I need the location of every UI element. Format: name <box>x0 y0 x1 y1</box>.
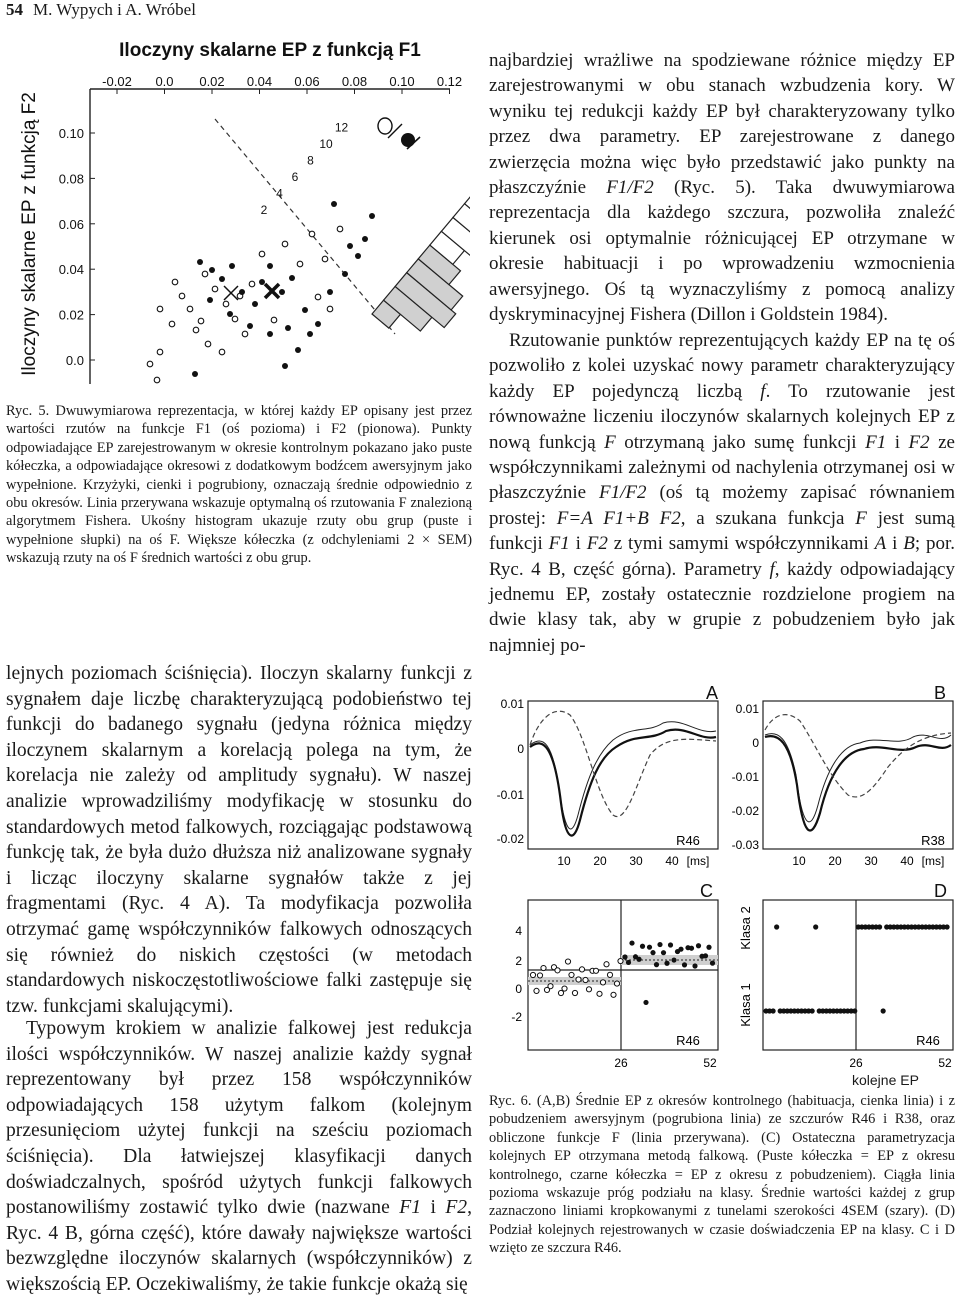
panel-c-ytick: 0 <box>515 982 522 996</box>
fig5-x-ticks <box>102 74 462 94</box>
fig5-caption: Ryc. 5. Dwuwymiarowa reprezentacja, w której każdy EP opisany jest przez wartości rzutów na funkcje F1 (oś pozioma) i F2 (pionowa). Punkty odpowiadające EP zarejestrowanym w okresie kontrolnym pokazano jako puste kółeczka, a odpowiadające okresowi z dodatkowym bodźcem awersyjnym jako wypełnione. Krzyżyki, cienki i pogrubiony, oznaczają średnie odpowiednio z obu okresów. Linia przerywana wskazuje optymalną oś rzutowania F znalezioną algorytmem Fishera. Ukośny histogram ukazuje rzuty obu grup (puste i wypełnione słupki) na oś F. Większe kółeczka (z odchyleniami 2 × SEM) wskazują rzuty na oś F średnich wartości z obu grup. <box>6 403 472 567</box>
mean-cross-bold <box>265 284 279 298</box>
panel-c-ytick: 2 <box>515 954 522 968</box>
scatter-point-control <box>322 256 328 262</box>
fig5-title: Iloczyny skalarne EP z funkcją F1 <box>119 40 421 61</box>
scatter-point-aversive <box>362 236 368 242</box>
scatter-point-aversive <box>289 275 295 281</box>
fig5-ytick: 0.10 <box>58 126 84 141</box>
panel-b-xtick: 40 <box>900 854 914 868</box>
scatter-point-aversive <box>342 271 348 277</box>
panel-c-point-control <box>607 972 612 977</box>
panel-c-point-control <box>579 967 584 972</box>
panel-c-point-aversive <box>692 963 697 968</box>
scatter-point-control <box>282 241 288 247</box>
panel-a-xtick: 10 <box>557 854 571 868</box>
panel-b-control-thin-line <box>765 734 951 822</box>
panel-c-point-aversive <box>647 945 652 950</box>
scatter-point-aversive <box>369 213 375 219</box>
panel-c-point-control <box>597 991 602 996</box>
scatter-point-control <box>198 318 204 324</box>
scatter-point-control <box>154 377 160 383</box>
panel-c-xtick: 26 <box>614 1056 628 1070</box>
scatter-point-control <box>249 281 255 287</box>
hist-tick: 6 <box>291 170 299 184</box>
panel-c-point-aversive <box>640 944 645 949</box>
panel-a-xunit: [ms] <box>686 854 710 868</box>
panel-c-point-control <box>558 990 563 995</box>
scatter-point-aversive <box>327 289 333 295</box>
panel-c-point-aversive <box>678 947 683 952</box>
panel-b-xtick: 30 <box>864 854 878 868</box>
panel-c-point-aversive <box>703 953 708 958</box>
panel-c-point-control <box>604 962 609 967</box>
panel-a-xtick: 20 <box>593 854 607 868</box>
panel-c-rat: R46 <box>676 1033 700 1048</box>
scatter-point-control <box>223 301 229 307</box>
fig6-caption: Ryc. 6. (A,B) Średnie EP z okresów kontrolnego (habituacja, cienka linia) i z pobudzeniem awersyjnym (pogrubiona linia) ze szczurów R46 i R38, oraz obliczone funkcje F (linia przerywana). (C) Ostateczna parametryzacja kolejnych EP otrzymana metodą falkową. (Puste kółeczka = EP z okresu kontrolnego, czarne kółeczka = EP z okresu z pobudzeniem). Ciągła linia pozioma wskazuje próg podziału na klasy. Średnie wartości każdej z grup zaznaczono liniami kropkowanymi z tunelami szerokości 4SEM (szary). (D) Podział kolejnych rejestrowanych w czasie doświadczenia EP na klasy. C i D wzięto ze szczura R46. <box>489 1093 955 1257</box>
hist-tick: 10 <box>319 137 333 151</box>
mean-cross-thin <box>224 286 238 300</box>
fig5-xtick: 0.02 <box>199 74 225 89</box>
scatter-points <box>147 201 375 383</box>
panel-d-point <box>813 924 818 929</box>
panel-a-function-f-dashed <box>530 711 716 816</box>
fig5-ytick: 0.02 <box>58 307 84 323</box>
panel-c-point-aversive <box>668 942 673 947</box>
panel-d-rat: R46 <box>916 1033 940 1048</box>
scatter-point-aversive <box>259 279 265 285</box>
panel-c-point-control <box>572 990 577 995</box>
fig5-xtick: -0.02 <box>102 74 132 89</box>
panel-c-point-control <box>530 972 535 977</box>
panel-c-xtick: 52 <box>703 1056 717 1070</box>
panel-c-point-control <box>562 986 567 991</box>
scatter-point-control <box>242 331 248 337</box>
diagonal-histogram <box>372 176 470 373</box>
scatter-point-control <box>309 231 315 237</box>
panel-c-point-control <box>593 968 598 973</box>
panel-d-point <box>810 1008 815 1013</box>
scatter-point-aversive <box>315 321 321 327</box>
panel-d-xlabel: kolejne EP <box>852 1072 919 1088</box>
scatter-point-control <box>202 271 208 277</box>
fisher-axis-dashed-line <box>215 119 395 334</box>
panel-c-point-control <box>583 977 588 982</box>
panel-a-aversive-bold-line <box>530 730 716 836</box>
panel-c-ytick: -2 <box>511 1010 522 1024</box>
panel-d-point <box>852 1008 857 1013</box>
scatter-point-aversive <box>295 347 301 353</box>
scatter-point-control <box>297 261 303 267</box>
scatter-point-aversive <box>192 371 198 377</box>
scatter-point-aversive <box>331 201 337 207</box>
scatter-point-control <box>179 293 185 299</box>
panel-c-point-aversive <box>706 945 711 950</box>
scatter-point-aversive <box>279 289 285 295</box>
scatter-point-control <box>315 294 321 300</box>
panel-b-xtick: 20 <box>828 854 842 868</box>
fig5-xtick: 0.08 <box>341 74 368 89</box>
panel-a <box>497 683 718 868</box>
panel-c-point-aversive <box>689 946 694 951</box>
panel-d-label: D <box>934 881 947 901</box>
panel-c-point-aversive <box>661 950 666 955</box>
panel-a-ytick: -0.02 <box>496 832 524 846</box>
scatter-point-aversive <box>207 297 213 303</box>
figure-6 <box>488 675 958 1075</box>
fig5-xtick: 0.06 <box>294 74 320 89</box>
panel-c-point-control <box>576 977 581 982</box>
panel-c-point-aversive <box>629 940 634 945</box>
scatter-point-control <box>271 317 277 323</box>
scatter-point-control <box>157 349 163 355</box>
fig5-xtick: 0.12 <box>436 74 463 89</box>
running-head: M. Wypych i A. Wróbel <box>33 0 196 19</box>
scatter-point-aversive <box>307 331 313 337</box>
panel-c-label: C <box>700 881 713 901</box>
scatter-point-aversive <box>267 331 273 337</box>
panel-c-point-control <box>555 968 560 973</box>
panel-c-point-aversive <box>682 962 687 967</box>
scatter-point-aversive <box>267 263 273 269</box>
panel-c-point-control <box>611 992 616 997</box>
scatter-point-control <box>259 251 265 257</box>
panel-d <box>738 881 953 1070</box>
scatter-point-control <box>205 341 211 347</box>
scatter-point-control <box>212 286 218 292</box>
panel-c-point-control <box>565 959 570 964</box>
scatter-point-aversive <box>209 267 215 273</box>
scatter-point-aversive <box>229 263 235 269</box>
panel-a-xtick: 40 <box>665 854 679 868</box>
scatter-point-control <box>157 306 163 312</box>
panel-b-ytick: -0.02 <box>731 804 759 818</box>
figure-5 <box>0 34 470 394</box>
panel-c-point-aversive <box>654 962 659 967</box>
scatter-point-aversive <box>219 276 225 282</box>
scatter-point-control <box>193 327 199 333</box>
hist-tick: 8 <box>307 153 314 168</box>
fig5-axes <box>90 89 450 384</box>
panel-c-point-aversive <box>636 957 641 962</box>
scatter-point-control <box>169 321 175 327</box>
panel-b-ytick: -0.03 <box>731 838 759 852</box>
scatter-point-control <box>187 306 193 312</box>
scatter-point-control <box>172 279 178 285</box>
panel-d-xtick: 26 <box>849 1056 863 1070</box>
fig5-ytick: 0.06 <box>58 216 84 232</box>
panel-a-rat: R46 <box>676 833 700 848</box>
panel-d-point <box>881 1008 886 1013</box>
hist-tick: 2 <box>260 203 268 217</box>
panel-c-point-control <box>600 980 605 985</box>
fig5-xtick: 0.10 <box>389 74 415 89</box>
scatter-point-aversive <box>347 243 353 249</box>
panel-c-point-aversive <box>696 943 701 948</box>
panel-d-class2-label: Klasa 2 <box>738 906 753 950</box>
fig5-ytick: 0.0 <box>65 353 84 368</box>
panel-c <box>511 881 718 1070</box>
scatter-point-aversive <box>239 289 245 295</box>
panel-c-point-aversive <box>710 961 715 966</box>
scatter-point-control <box>147 361 153 367</box>
fig5-ytick: 0.04 <box>58 262 84 278</box>
scatter-point-control <box>232 316 238 322</box>
panel-c-point-aversive <box>626 960 631 965</box>
panel-c-point-aversive <box>664 961 669 966</box>
left-paragraph-1: lejnych poziomach ściśnięcia). Iloczyn skalarny funkcji z sygnałem daje liczbę charakteryzującą podobieństwo tej funkcji do badanego sygnału (jedyna różnica między iloczynem skalarnym a korelacją polega na tym, że korelacja nie zależy od amplitudy sygnału). W naszej analizie wprowadziliśmy modyfikację w stosunku do standardowych metod falkowych, rozciągając podstawową funkcję tak, że była dużo dłuższa niż analizowane sygnały i licząc iloczyny skalarne sygnałów także z jej fragmentami (Ryc. 4 A). Ta modyfikacja pozwoliła otrzymać gamę współczynników falkowych odnoszących się również do niskich częstości (w metodach standardowych niskoczęstotliwościowe falki zastępuje się tzw. funkcjami skalującymi). <box>6 663 472 1017</box>
panel-a-ytick: 0.01 <box>500 697 524 711</box>
panel-d-point <box>877 924 882 929</box>
panel-c-point-control <box>548 984 553 989</box>
panel-b-label: B <box>934 683 947 703</box>
fig5-ylabel: Iloczyny skalarne EP z funkcją F2 <box>19 92 40 376</box>
scatter-point-control <box>219 349 225 355</box>
scatter-point-aversive <box>247 323 253 329</box>
panel-b-ytick: 0.01 <box>735 702 759 716</box>
panel-c-point-control <box>586 987 591 992</box>
panel-b <box>732 683 953 868</box>
scatter-point-aversive <box>252 301 258 307</box>
projected-means <box>378 118 420 149</box>
panel-c-points <box>530 940 715 1005</box>
panel-c-point-aversive <box>622 954 627 959</box>
panel-c-point-aversive <box>643 1000 648 1005</box>
panel-d-xtick: 52 <box>938 1056 952 1070</box>
panel-b-xunit: [ms] <box>921 854 945 868</box>
panel-d-point <box>774 924 779 929</box>
panel-c-point-control <box>614 981 619 986</box>
panel-a-xtick: 30 <box>629 854 643 868</box>
scatter-point-aversive <box>227 311 233 317</box>
fig5-xtick: 0.04 <box>246 74 273 89</box>
panel-c-point-control <box>618 958 623 963</box>
panel-c-point-control <box>537 973 542 978</box>
fig5-ytick: 0.08 <box>58 171 84 187</box>
scatter-point-aversive <box>355 253 361 259</box>
scatter-point-aversive <box>285 325 291 331</box>
panel-c-point-control <box>569 972 574 977</box>
hist-tick: 12 <box>334 120 349 135</box>
panel-d-point <box>771 1008 776 1013</box>
right-paragraph-1: najbardziej wrażliwe na spodziewane różnice między EP zarejestrowanymi w obu stanach wzbudzenia kory. W wyniku tej redukcji każdy EP był charakteryzowany tylko przez dwa parametry. EP zarejestrowane z danego zwierzęcia można więc było przedstawić jako punkty na płaszczyźnie F1/F2 (Ryc. 5). Taka dwuwymiarowa reprezentacja dla każdego szczura, pozwoliła znaleźć kierunek osi optymalnie różnicującej EP otrzymane w okresie habituacji i po wprowadzeniu wzmocnienia awersyjnego. Oś tą wyznaczyliśmy z pomocą analizy dyskryminacyjnej Fishera (Dillon i Goldstein 1984). <box>489 50 955 326</box>
panel-b-function-f-dashed <box>765 715 951 797</box>
scatter-point-control <box>337 226 343 232</box>
scatter-point-aversive <box>302 307 308 313</box>
panel-b-xtick: 10 <box>792 854 806 868</box>
hist-tick: 4 <box>276 186 283 201</box>
panel-c-point-control <box>541 965 546 970</box>
panel-d-point <box>944 924 949 929</box>
left-paragraph-2: Typowym krokiem w analizie falkowej jest redukcja ilości współczynników. W naszej analizie każdy sygnał reprezentowany był przez 158 współczynników odpowiadających 158 użytym falkom (kolejnym przesunięciom użytej funkcji na sześciu poziomach ściśnięcia). Dla łatwiejszej klasyfikacji danych doświadczalnych, spośród użytych funkcji falkowych postanowiliśmy zostawić tylko dwie (nazwane F1 i F2, Ryc. 4 B, górna część), które dawały największe wartości bezwzględne iloczynów skalarnych (współczynników) z większością EP. Oczekiwaliśmy, że takie funkcje okażą się <box>6 1018 472 1295</box>
fig5-xtick: 0.0 <box>155 74 174 89</box>
panel-b-aversive-bold-line <box>765 736 951 830</box>
right-paragraph-2: Rzutowanie punktów reprezentujących każdy EP na tę oś pozwoliło z kolei uzyskać nowy parametr charakteryzujący każdy EP pojedynczą liczbą f. To rzutowanie jest równoważne liczeniu iloczynów skalarnych kolejnych EP z nową funkcją F otrzymaną jako sumę funkcji F1 i F2 ze współczynnikami zależnymi od nachylenia otrzymanej osi w płaszczyźnie F1/F2 (oś tą możemy zapisać równaniem prostej: F=A F1+B F2, a szukana funkcja F jest sumą funkcji F1 i F2 z tymi samymi współczynnikami A i B; por. Ryc. 4 B, część górna). Parametry f, każdy odpowiadający jednemu EP, zostały ostatecznie rozdzielone progiem na dwie klasy tak, aby w grupie z pobudzeniem było jak najmniej po- <box>489 330 956 656</box>
panel-a-label: A <box>706 683 719 703</box>
panel-c-point-aversive <box>671 957 676 962</box>
panel-a-ytick: -0.01 <box>496 788 524 802</box>
panel-c-ytick: 4 <box>515 924 522 938</box>
scatter-point-aversive <box>282 363 288 369</box>
page-number: 54 <box>6 0 23 19</box>
panel-a-ytick: 0 <box>517 742 524 756</box>
panel-c-point-control <box>534 988 539 993</box>
panel-b-rat: R38 <box>921 833 945 848</box>
page-header <box>6 0 196 20</box>
panel-c-point-aversive <box>657 942 662 947</box>
scatter-point-control <box>327 306 333 312</box>
scatter-point-aversive <box>197 259 203 265</box>
panel-d-class1-label: Klasa 1 <box>738 983 753 1027</box>
panel-c-point-aversive <box>650 950 655 955</box>
panel-b-ytick: 0 <box>752 736 759 750</box>
panel-b-ytick: -0.01 <box>731 770 759 784</box>
